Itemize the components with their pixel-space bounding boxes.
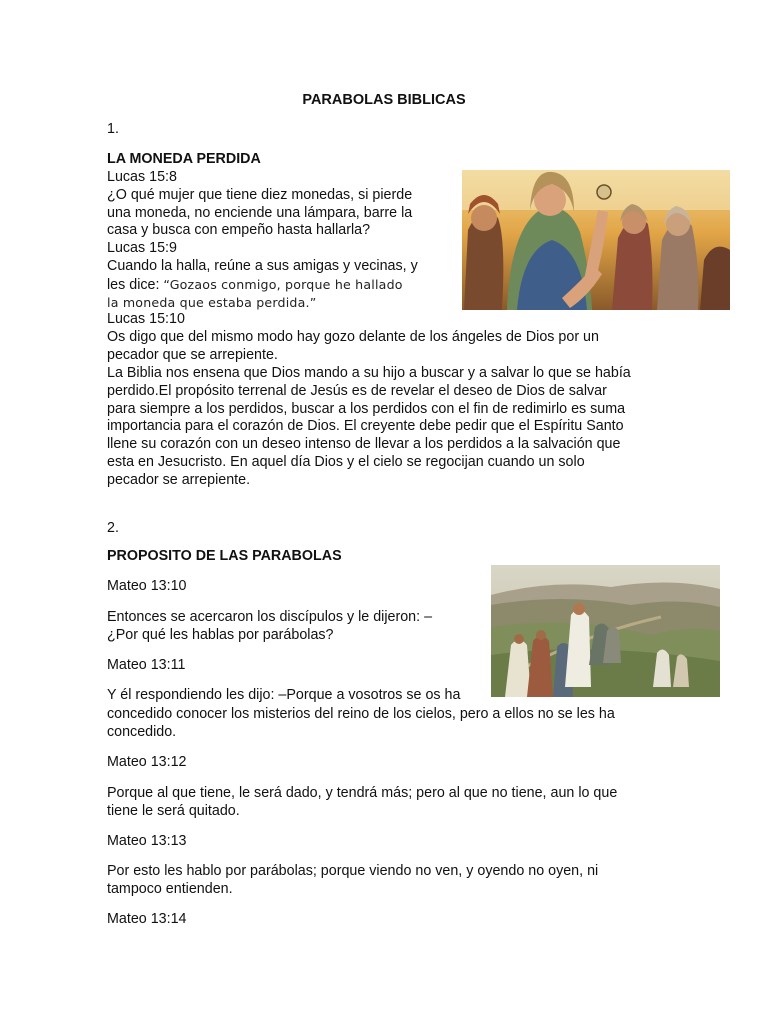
verse-reference: Mateo 13:14 <box>107 911 187 927</box>
disciples-landscape-illustration <box>491 565 720 697</box>
verse-reference: Mateo 13:11 <box>107 657 186 673</box>
section-number: 2. <box>107 520 119 536</box>
section-number: 1. <box>107 121 119 137</box>
verse-text-line: pecador que se arrepiente. <box>107 347 278 363</box>
verse-text-line: tiene le será quitado. <box>107 803 240 819</box>
commentary-line: esta en Jesucristo. En aquel día Dios y el cielo se regocijan cuando un solo <box>107 454 585 470</box>
commentary-line: perdido.El propósito terrenal de Jesús es de revelar el deseo de Dios de salvar <box>107 383 607 399</box>
verse-text-line <box>107 276 403 295</box>
verse-reference: Lucas 15:10 <box>107 311 185 327</box>
commentary-line: pecador se arrepiente. <box>107 472 251 488</box>
verse-quote: la moneda que estaba perdida.” <box>107 295 317 310</box>
section-heading: LA MONEDA PERDIDA <box>107 151 261 167</box>
section-heading: PROPOSITO DE LAS PARABOLAS <box>107 548 342 564</box>
lost-coin-illustration <box>462 170 730 310</box>
verse-text-line: concedido conocer los misterios del reino de los cielos, pero a ellos no se les ha <box>107 706 615 722</box>
verse-text-line: una moneda, no enciende una lámpara, barre la <box>107 205 413 221</box>
verse-text-line: ¿O qué mujer que tiene diez monedas, si pierde <box>107 187 413 203</box>
verse-text-line: casa y busca con empeño hasta hallarla? <box>107 222 371 238</box>
verse-reference: Lucas 15:9 <box>107 240 177 256</box>
verse-quote: “Gozaos conmigo, porque he hallado <box>163 277 403 292</box>
verse-reference: Mateo 13:12 <box>107 754 187 770</box>
verse-text-prefix: les dice: <box>107 277 164 293</box>
verse-text-line: Os digo que del mismo modo hay gozo delante de los ángeles de Dios por un <box>107 329 599 345</box>
verse-reference: Mateo 13:10 <box>107 578 187 594</box>
verse-reference: Lucas 15:8 <box>107 169 177 185</box>
commentary-line: La Biblia nos ensena que Dios mando a su hijo a buscar y a salvar lo que se había <box>107 365 631 381</box>
verse-text-line: Cuando la halla, reúne a sus amigas y vecinas, y <box>107 258 418 274</box>
verse-text-line: Por esto les hablo por parábolas; porque viendo no ven, y oyendo no oyen, ni <box>107 863 599 879</box>
commentary-line: para siempre a los perdidos, buscar a los perdidos con el fin de redimirlo es suma <box>107 401 626 417</box>
verse-text-line: ¿Por qué les hablas por parábolas? <box>107 627 334 643</box>
commentary-line: importancia para el corazón de Dios. El creyente debe pedir que el Espíritu Santo <box>107 418 624 434</box>
verse-reference: Mateo 13:13 <box>107 833 187 849</box>
verse-text-line: concedido. <box>107 724 177 740</box>
page-title: PARABOLAS BIBLICAS <box>302 92 466 108</box>
verse-text-line: Entonces se acercaron los discípulos y le dijeron: – <box>107 609 433 625</box>
verse-text-line: Y él respondiendo les dijo: –Porque a vosotros se os ha <box>107 687 461 703</box>
commentary-line: llene su corazón con un deseo intenso de llevar a los perdidos a la salvación que <box>107 436 621 452</box>
verse-text-line: tampoco entienden. <box>107 881 233 897</box>
verse-text-line: Porque al que tiene, le será dado, y tendrá más; pero al que no tiene, aun lo que <box>107 785 618 801</box>
